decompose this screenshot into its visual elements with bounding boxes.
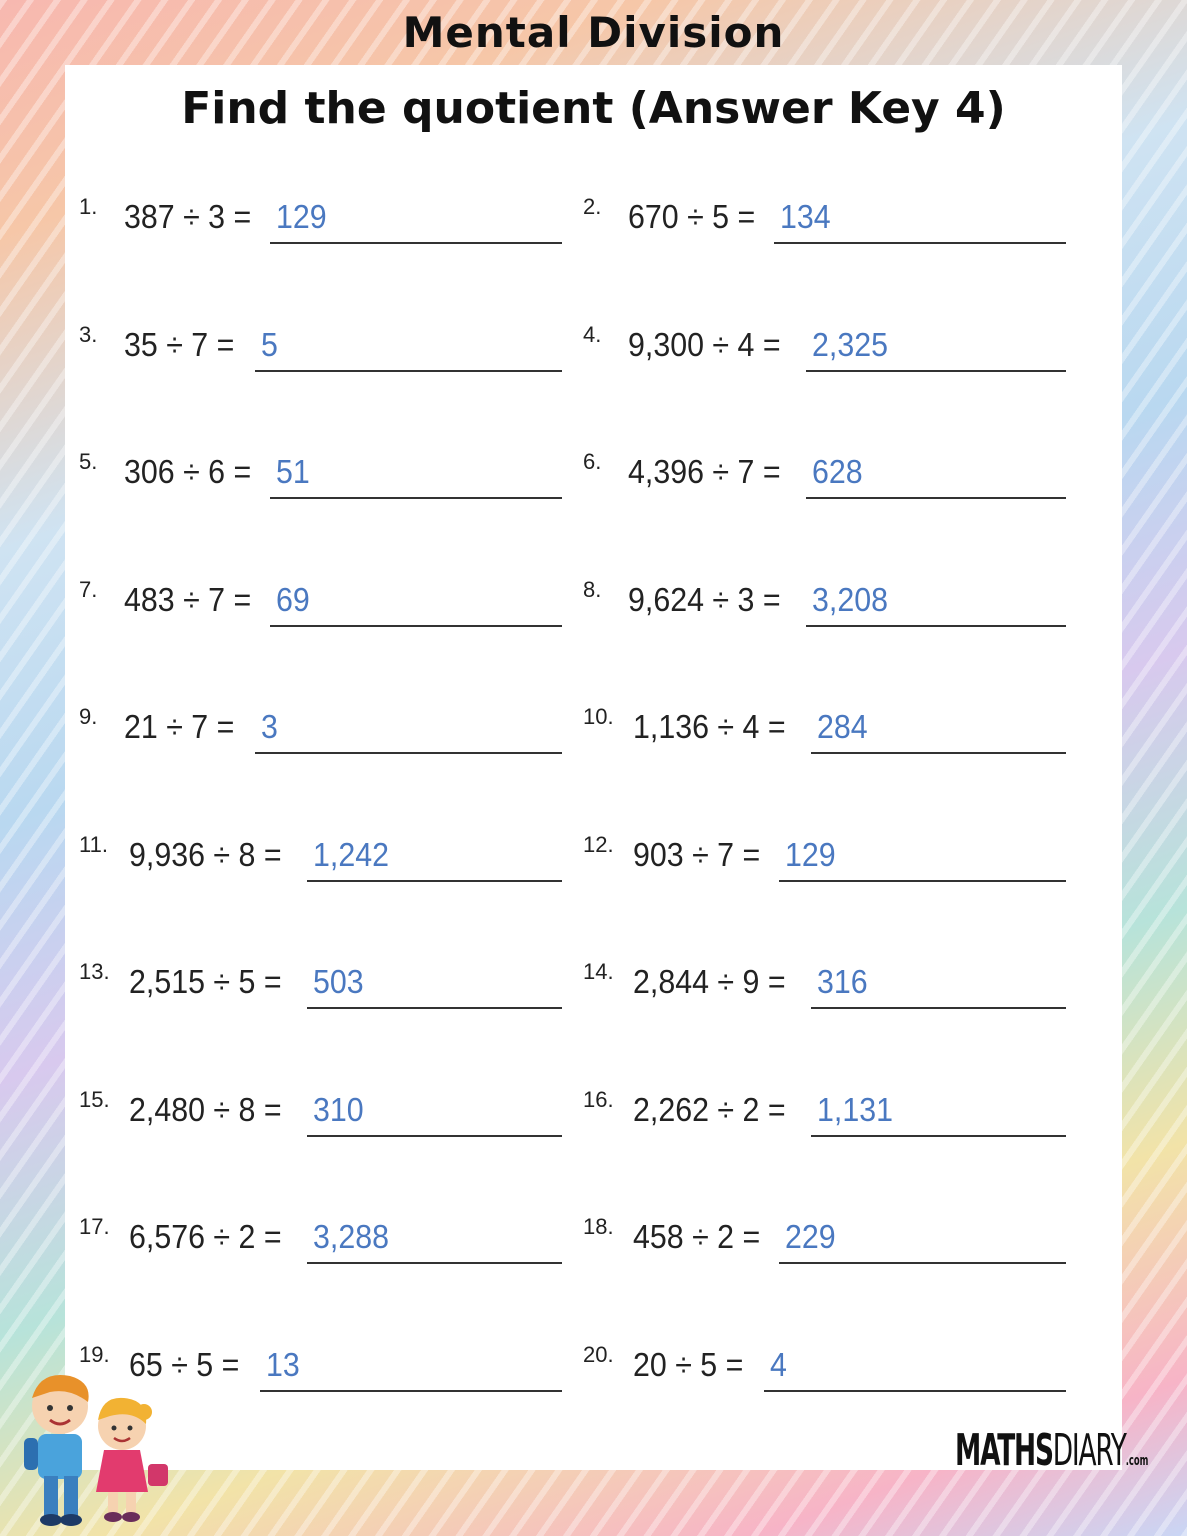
problem-expression: 35 ÷ 7 = [124,325,235,363]
problem-item [583,190,1066,250]
answer-line [806,625,1066,627]
problem-number: 17. [79,1214,110,1239]
answer-value: 3 [260,708,278,745]
problem-expression: 4,396 ÷ 7 = [628,453,781,490]
problem-expression: 2,262 ÷ 2 = [633,1090,786,1128]
logo-thin: DIARY [1052,1425,1126,1476]
answer-value: 5 [260,325,278,363]
problem-item [79,955,562,1015]
answer-line [307,1135,562,1137]
answer-value: 1,242 [312,835,389,873]
problem-item [79,318,562,378]
problem-number: 16. [583,1086,614,1112]
problem-number: 7. [79,576,98,602]
problem-expression: 306 ÷ 6 = [124,453,252,490]
problem-expression: 9,936 ÷ 8 = [129,835,282,873]
problem-number: 12. [583,831,614,857]
problem-expression: 20 ÷ 5 = [633,1345,744,1383]
problem-expression: 2,480 ÷ 8 = [129,1090,282,1128]
problem-item [79,573,562,633]
problem-item [583,1083,1066,1143]
problem-number: 14. [583,959,614,984]
answer-value: 13 [265,1345,300,1383]
problem-number: 19. [79,1341,110,1367]
answer-line [806,497,1066,499]
answer-value: 1,131 [816,1090,893,1128]
problem-item [79,1083,562,1143]
problem-item [79,445,562,505]
answer-value: 2,325 [811,325,888,363]
answer-value: 129 [785,835,837,873]
answer-line [811,752,1066,754]
answer-line [811,1135,1066,1137]
answer-line [779,1262,1066,1264]
answer-line [255,752,562,754]
problem-expression: 903 ÷ 7 = [633,835,761,873]
answer-line [307,1262,562,1264]
problem-expression: 2,844 ÷ 9 = [633,963,786,1000]
problem-number: 15. [79,1086,110,1112]
answer-line [260,1390,562,1392]
problem-number: 18. [583,1214,614,1239]
problem-number: 13. [79,959,110,984]
problem-number: 5. [79,449,98,474]
problem-number: 6. [583,449,602,474]
answer-value: 628 [811,453,863,490]
problem-item [583,445,1066,505]
logo-bold: MATHS [955,1425,1053,1476]
answer-line [270,497,562,499]
problem-number: 8. [583,576,602,602]
problem-item [583,828,1066,888]
problem-expression: 387 ÷ 3 = [124,198,252,235]
answer-line [774,242,1066,244]
answer-line [307,1007,562,1009]
answer-line [811,1007,1066,1009]
problem-number: 20. [583,1341,614,1367]
worksheet-subtitle: Find the quotient (Answer Key 4) [181,83,1006,134]
kids-illustration-icon [10,1368,175,1533]
problem-expression: 6,576 ÷ 2 = [129,1218,282,1255]
problem-expression: 2,515 ÷ 5 = [129,963,282,1000]
answer-value: 4 [769,1345,787,1383]
answer-value: 284 [816,708,868,745]
problem-item [79,1210,562,1270]
problem-expression: 1,136 ÷ 4 = [633,708,786,745]
problem-item [583,955,1066,1015]
answer-value: 316 [816,963,868,1000]
mathsdiary-logo [955,1425,1148,1476]
answer-line [779,880,1066,882]
answer-line [270,242,562,244]
problem-expression: 65 ÷ 5 = [129,1345,240,1383]
problem-number: 2. [583,194,602,219]
answer-value: 69 [276,580,311,618]
problem-number: 3. [79,321,98,347]
problem-expression: 9,624 ÷ 3 = [628,580,781,618]
logo-suffix: .com [1125,1453,1149,1469]
problem-number: 10. [583,704,614,729]
problem-item [583,573,1066,633]
worksheet-sheet [65,65,1122,1470]
answer-value: 51 [276,453,311,490]
problem-number: 11. [79,831,108,857]
problem-expression: 483 ÷ 7 = [124,580,252,618]
answer-value: 229 [785,1218,837,1255]
problem-item [583,700,1066,760]
answer-line [255,370,562,372]
answer-line [764,1390,1066,1392]
answer-value: 3,288 [312,1218,389,1255]
problem-item [583,1210,1066,1270]
answer-line [806,370,1066,372]
problem-expression: 21 ÷ 7 = [124,708,235,745]
problem-item [583,318,1066,378]
answer-value: 129 [276,198,328,235]
problem-item [79,190,562,250]
answer-value: 3,208 [811,580,888,618]
answer-line [270,625,562,627]
problem-expression: 9,300 ÷ 4 = [628,325,781,363]
problem-number: 9. [79,704,98,729]
answer-value: 503 [312,963,364,1000]
problem-item [79,828,562,888]
problem-item [583,1338,1066,1398]
problem-expression: 670 ÷ 5 = [628,198,756,235]
problem-number: 1. [79,194,98,219]
answer-value: 310 [312,1090,364,1128]
problem-expression: 458 ÷ 2 = [633,1218,761,1255]
answer-line [307,880,562,882]
problem-item [79,700,562,760]
worksheet-title: Mental Division [402,8,785,57]
answer-value: 134 [780,198,832,235]
problem-number: 4. [583,321,602,347]
